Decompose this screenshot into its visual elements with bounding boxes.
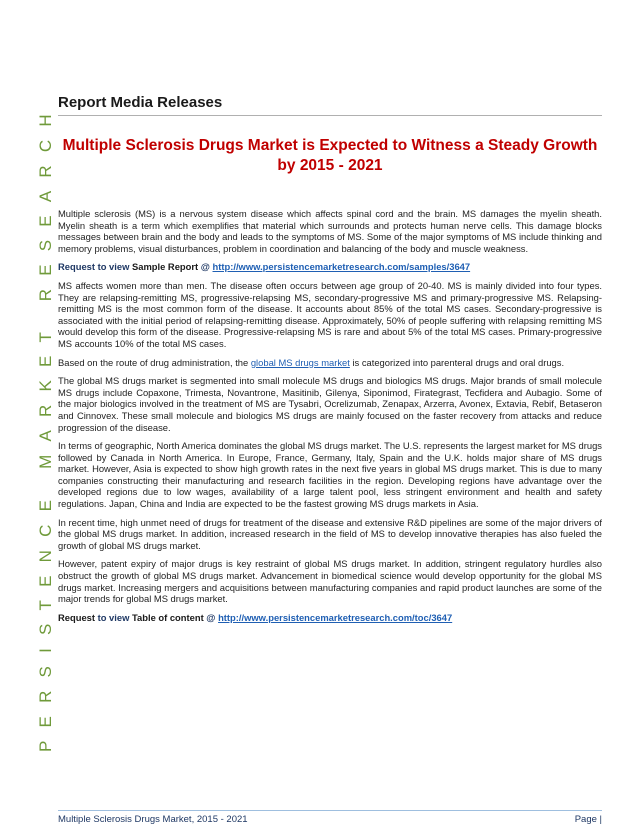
sample-request-prefix: Request to view (58, 261, 132, 273)
toc-request-line (58, 612, 602, 624)
toc-request-prefix: to view (95, 611, 132, 623)
toc-request-bold2: Table of content (132, 611, 204, 623)
paragraph-restraints: However, patent expiry of major drugs is key restraint of global MS drugs market. In addition, stringent regulatory hurdles also obstruct the growth of global MS drugs market. Advancement in biomedical science would develop opportunity for the global MS drugs market. Increasing mergers and acquisitions between manufacturing companies and rapid product launches are some of the major trends for global MS drugs market. (58, 558, 602, 605)
document-body (58, 208, 602, 630)
toc-link[interactable]: http://www.persistencemarketresearch.com/toc/3647 (218, 611, 453, 623)
toc-request-at: @ (203, 611, 219, 623)
footer-title: Multiple Sclerosis Drugs Market, 2015 - 2021 (58, 814, 248, 825)
paragraph-intro: Multiple sclerosis (MS) is a nervous system disease which affects spinal cord and the brain. MS damages the myelin sheath. Myelin sheath is a term which exemplifies that material which surrounds and protects human nerve cells. This damage blocks messages between brain and the body and leads to the symptoms of MS. Some of the major symptoms of MS include thinking and memory problems, visual disturbances, problem in coordination and balancing of the body and muscle weakness. (58, 208, 602, 254)
paragraph-segments: The global MS drugs market is segmented into small molecule MS drugs and biologics MS drugs. Major brands of small molecule MS drugs include Copaxone, Trimesta, Novantrone, Masitinib, Gilenya, Siponimod, Firategrast, Tecfidera and Aubagio. Some of the major biologics involved in the treatment of MS are Tysabri, Ocrelizumab, Zenapax, Arzerra, Avonex, Extavia, Rebif, Betaseron and Cinnovex. These small molecule and biologics MS drugs are mainly focused on the faster recovery from attacks and reduce progression of the disease. (58, 375, 602, 433)
page-footer (58, 810, 602, 825)
sample-request-bold: Sample Report (131, 261, 199, 273)
sample-report-link[interactable]: http://www.persistencemarketresearch.com/samples/3647 (212, 261, 471, 273)
paragraph-route (58, 357, 602, 369)
section-title: Report Media Releases (58, 94, 602, 116)
paragraph-types: MS affects women more than men. The disease often occurs between age group of 20-40. MS is mainly divided into four types. They are relapsing-remitting MS, progressive-relapsing MS, secondary-progressive MS and primary-progressive MS. Relapsing-remitting MS is the most common form of the disease. It accounts about 85% of the total MS cases. Secondary-progressive is associated with the initial period of relapsing-remitting disease. Approximately, 50% of people suffering with relapsing remitting MS would develop this form of the disease. Progressive-relapsing MS is rare and about 5% of the total MS cases. Primary-progressive MS accounts 10% of the total MS cases. (58, 279, 602, 349)
sample-request-at: @ (198, 261, 213, 273)
footer-page: Page | (574, 814, 602, 825)
route-text-before: Based on the route of drug administration, the (58, 356, 251, 368)
paragraph-geography: In terms of geographic, North America dominates the global MS drugs market. The U.S. represents the largest market for MS drugs followed by Canada in North America. In Europe, France, Germany, Italy, Spain and the U.K. holds major share of MS drugs market. However, Asia is expected to show high growth rates in the next five years in global MS drugs market. This is due to many companies constructing their manufacturing and research facilities in the region. Developing regions have advantage over the developed regions due to low wages, availability of a large talent pool, less stringent environment and health and safety regulations. Japan, China and India are expected to be the fastest growing MS drugs markets in Asia. (58, 440, 602, 510)
global-ms-drugs-market-link[interactable]: global MS drugs market (250, 356, 350, 368)
toc-request-bold1: Request (58, 611, 95, 623)
route-text-after: is categorized into parenteral drugs and oral drugs. (349, 356, 565, 368)
sample-request-line (58, 261, 602, 273)
side-banner-text: PERSISTENCE MARKET RESEARCH (36, 101, 55, 752)
headline: Multiple Sclerosis Drugs Market is Expected to Witness a Steady Growth by 2015 - 2021 (62, 137, 598, 174)
side-banner (0, 0, 55, 826)
paragraph-drivers: In recent time, high unmet need of drugs for treatment of the disease and extensive R&D pipelines are some of the major drivers of the global MS drugs market. In addition, increased research in the field of MS to develop innovative therapies has also fueled the growth of global MS drugs market. (58, 516, 602, 551)
